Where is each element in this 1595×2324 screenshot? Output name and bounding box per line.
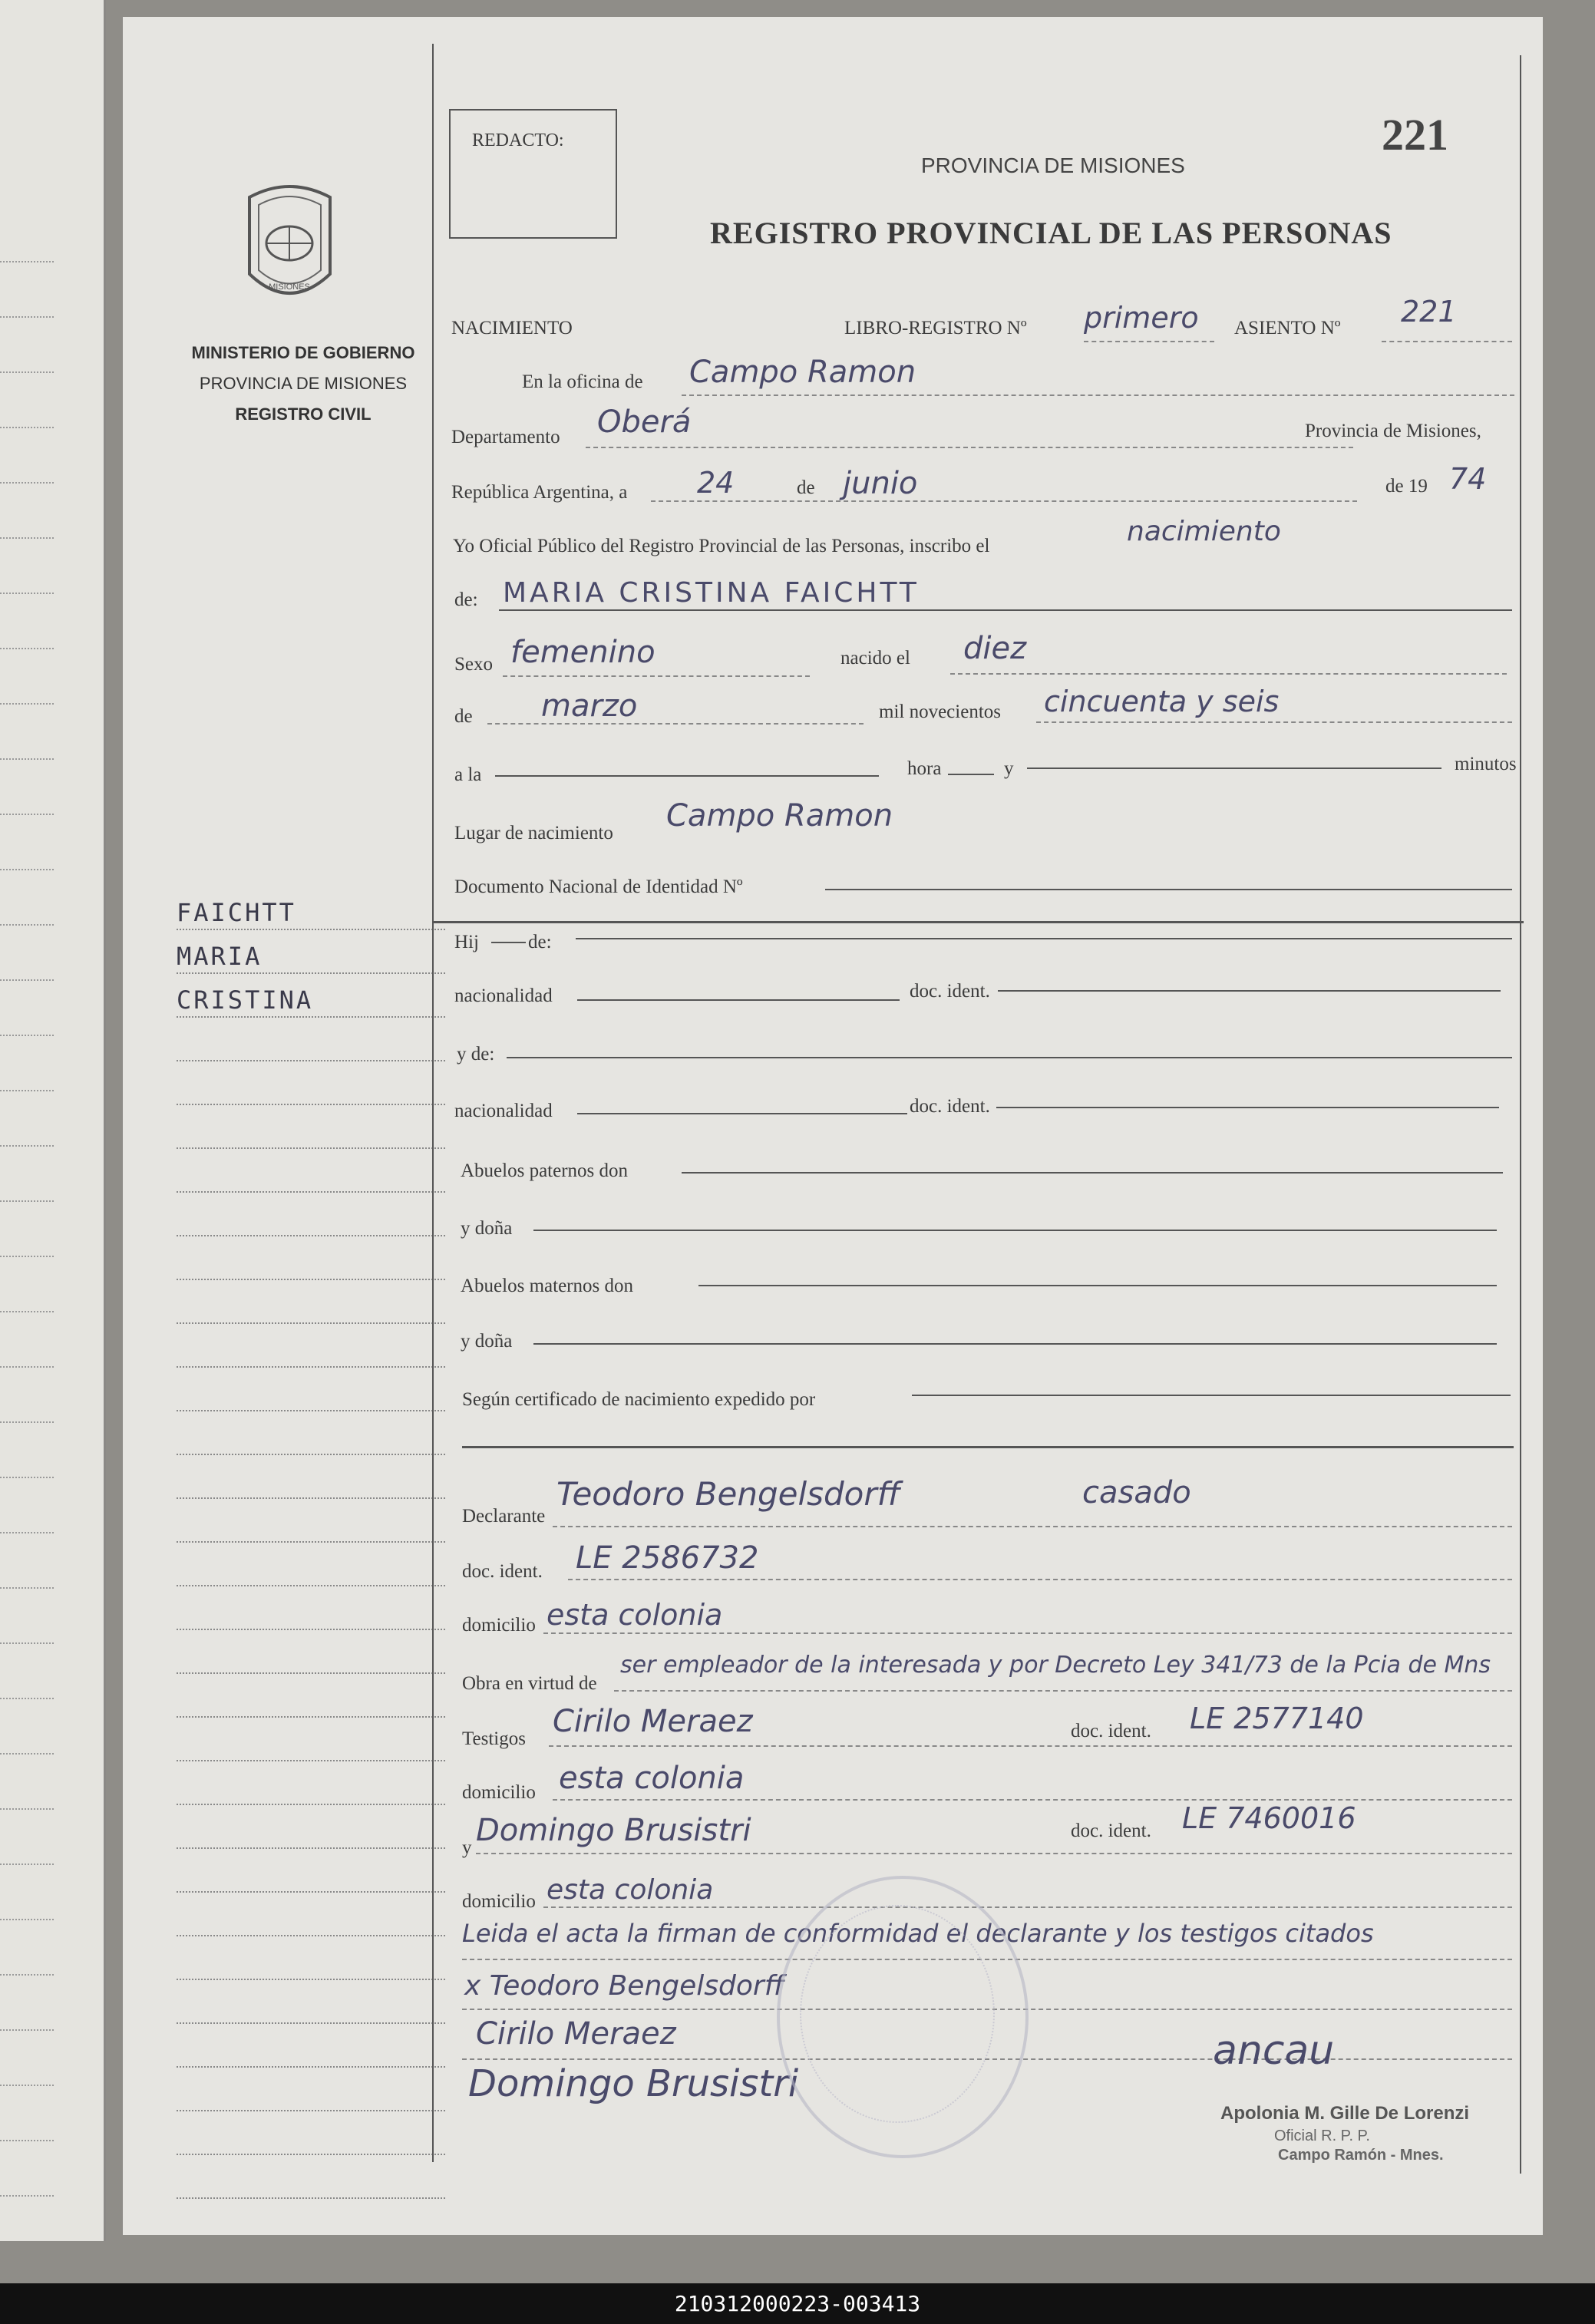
libro-label: LIBRO-REGISTRO Nº [844,318,1027,338]
stub-rule [177,1147,445,1149]
province-title: PROVINCIA DE MISIONES [921,154,1185,177]
dni-label: Documento Nacional de Identidad Nº [454,876,743,897]
adjacent-page-rule [0,593,54,594]
declarante-label: Declarante [462,1506,546,1527]
adjacent-page-rule [0,2085,54,2086]
yde-label: y de: [457,1044,495,1065]
stub-rule [177,1847,445,1849]
stub-rule [177,929,445,930]
hij-label: Hij [454,932,479,952]
anio-prefix: de 19 [1385,476,1428,497]
adjacent-page-rule [0,1477,54,1478]
declarante-doc-label: doc. ident. [462,1561,543,1582]
stub-rule [177,1016,445,1018]
province-line: PROVINCIA DE MISIONES [199,374,408,393]
adjacent-page-rule [0,1256,54,1257]
redacto-label: REDACTO: [472,130,564,150]
de-label: de [797,477,815,498]
nacionalidad2-label: nacionalidad [454,1101,553,1121]
testigo2-value: Domingo Brusistri [476,1813,751,1848]
y-label: y [1004,758,1014,779]
ministry-header [177,338,430,430]
oficial-text: Yo Oficial Público del Registro Provincial de las Personas, inscribo el [453,536,990,556]
abuelos-paternos-label: Abuelos paternos don [461,1160,629,1181]
testigo1-domicilio: esta colonia [559,1761,745,1796]
right-frame-line [1520,55,1521,2174]
official-stamp-inner [800,1905,995,2123]
adjacent-page-rule [0,1035,54,1036]
de2-label: de [454,706,473,727]
stub-middlename: CRISTINA [177,985,314,1015]
stub-rule [177,1935,445,1936]
registry-title: REGISTRO PROVINCIAL DE LAS PERSONAS [710,216,1392,250]
stub-rule [177,2154,445,2155]
adjacent-page-rule [0,316,54,318]
mil-label: mil novecientos [879,701,1001,722]
adjacent-page-rule [0,1532,54,1533]
adjacent-page-rule [0,482,54,484]
ministry-line: MINISTERIO DE GOBIERNO [191,343,415,362]
asiento-label: ASIENTO Nº [1234,318,1341,338]
nacido-label: nacido el [840,648,910,668]
adjacent-page-rule [0,261,54,262]
oficial-stamp-title: Oficial R. P. P. [1274,2128,1370,2144]
adjacent-page-rule [0,1863,54,1865]
adjacent-page-rule [0,1753,54,1755]
adjacent-page-rule [0,1145,54,1147]
anio-value: 74 [1449,462,1487,496]
stub-rule [177,1541,445,1543]
adjacent-page-rule [0,2029,54,2031]
lugar-label: Lugar de nacimiento [454,823,613,843]
leida-value: Leida el acta la firman de conformidad el declarante y los testigos citados [462,1919,1374,1948]
departamento-value: Oberá [597,404,692,440]
testigo2-doc-label: doc. ident. [1071,1821,1151,1841]
stub-surname: FAICHTT [177,898,296,927]
declarante-estado: casado [1082,1475,1191,1510]
firma-testigo1: Cirilo Meraez [476,2016,676,2052]
adjacent-page-rule [0,1698,54,1699]
ala-label: a la [454,764,482,785]
testigos-label: Testigos [462,1728,526,1749]
ydona-label: y doña [461,1218,513,1239]
stub-rule [177,1191,445,1193]
left-frame-line [432,44,434,2162]
stub-rule [177,1454,445,1455]
obra-value: ser empleador de la interesada y por Decreto Ley 341/73 de la Pcia de Mns [620,1652,1491,1679]
domicilio2-label: domicilio [462,1782,536,1803]
mes-value: junio [843,466,918,501]
oficina-label: En la oficina de [522,371,643,392]
stub-rule [177,1366,445,1368]
adjacent-page-rule [0,1642,54,1644]
doc-ident2-label: doc. ident. [910,1096,990,1117]
declarante-domicilio: esta colonia [547,1598,723,1632]
stub-rule [177,1716,445,1718]
nacionalidad-label: nacionalidad [454,985,553,1006]
page-number: 221 [1382,110,1448,160]
provincial-seal-icon [242,182,338,309]
stub-rule [177,2066,445,2068]
adjacent-page-rule [0,648,54,649]
stub-rule [177,1279,445,1280]
testigo1-doc-value: LE 2577140 [1190,1702,1364,1735]
adjacent-page-rule [0,1311,54,1312]
sexo-value: femenino [510,635,656,670]
adjacent-page-rule [0,537,54,539]
adjacent-page [0,0,106,2241]
stub-rule [177,1104,445,1105]
lugar-value: Campo Ramon [666,798,893,834]
testigo2-doc-value: LE 7460016 [1182,1801,1356,1835]
adjacent-page-rule [0,979,54,981]
asiento-value: 221 [1401,295,1457,328]
minutos-label: minutos [1455,754,1517,774]
firma-oficial: ancau [1213,2028,1335,2074]
stub-rule [177,1060,445,1061]
name-value: MARIA CRISTINA FAICHTT [503,577,920,609]
stub-rule [177,1804,445,1805]
stub-rule [177,2022,445,2024]
adjacent-page-rule [0,1421,54,1423]
stub-rule [177,1672,445,1674]
registro-page [123,17,1543,2235]
obra-label: Obra en virtud de [462,1673,597,1694]
republica-label: República Argentina, a [451,482,628,503]
de-name-label: de: [454,589,478,610]
testigo2-domicilio: esta colonia [547,1874,714,1906]
oficial-stamp-place: Campo Ramón - Mnes. [1278,2147,1444,2164]
stub-rule [177,1410,445,1411]
redacto-box [449,109,617,239]
stub-rule [177,2197,445,2199]
adjacent-page-rule [0,1919,54,1920]
firma-testigo2: Domingo Brusistri [468,2062,799,2105]
oficial-value: nacimiento [1127,516,1281,547]
footer-id: 210312000223-003413 [0,2283,1595,2324]
adjacent-page-rule [0,1366,54,1368]
oficina-value: Campo Ramon [689,355,916,390]
nacido-value: diez [963,631,1027,666]
stub-rule [177,1891,445,1893]
declarante-doc-value: LE 2586732 [576,1540,759,1576]
oficial-stamp-name: Apolonia M. Gille De Lorenzi [1220,2103,1470,2124]
adjacent-page-rule [0,869,54,870]
segun-label: Según certificado de nacimiento expedido por [462,1389,816,1410]
stub-rule [177,972,445,974]
stub-rule [177,1235,445,1236]
dia-value: 24 [697,466,735,500]
adjacent-page-rule [0,1974,54,1976]
adjacent-page-rule [0,1587,54,1589]
stub-rule [177,1322,445,1324]
adjacent-page-rule [0,703,54,705]
record-type: NACIMIENTO [451,318,573,338]
stub-rule [177,1760,445,1761]
stub-rule [177,1585,445,1586]
stub-rule [177,2110,445,2111]
adjacent-page-rule [0,2195,54,2197]
stub-rule [177,1979,445,1980]
mes-nac-value: marzo [541,688,638,724]
doc-ident-label: doc. ident. [910,981,990,1002]
y-testigo-label: y [462,1837,472,1858]
hora-label: hora [907,758,942,779]
ydona2-label: y doña [461,1331,513,1352]
firma-declarante: x Teodoro Bengelsdorff [464,1970,784,2002]
stub-rule [177,1497,445,1499]
domicilio3-label: domicilio [462,1891,536,1912]
adjacent-page-rule [0,758,54,760]
de3-label: de: [528,932,552,952]
adjacent-page-rule [0,814,54,815]
registry-line: REGISTRO CIVIL [235,404,372,424]
departamento-label: Departamento [451,427,560,447]
domicilio-label: domicilio [462,1615,536,1636]
svg-text:MISIONES: MISIONES [269,282,310,292]
adjacent-page-rule [0,2140,54,2141]
adjacent-page-rule [0,1808,54,1810]
stub-rule [177,1629,445,1630]
testigo1-value: Cirilo Meraez [553,1704,753,1739]
adjacent-page-rule [0,924,54,926]
adjacent-page-rule [0,1200,54,1202]
libro-value: primero [1084,301,1199,335]
adjacent-page-rule [0,427,54,428]
provincia-suffix: Provincia de Misiones, [1305,421,1481,441]
sexo-label: Sexo [454,654,493,675]
stub-firstname: MARIA [177,942,263,971]
declarante-value: Teodoro Bengelsdorff [556,1475,900,1513]
abuelos-maternos-label: Abuelos maternos don [461,1276,633,1296]
adjacent-page-rule [0,371,54,373]
anio-nac-value: cincuenta y seis [1044,685,1280,718]
adjacent-page-rule [0,1090,54,1091]
testigo1-doc-label: doc. ident. [1071,1721,1151,1741]
